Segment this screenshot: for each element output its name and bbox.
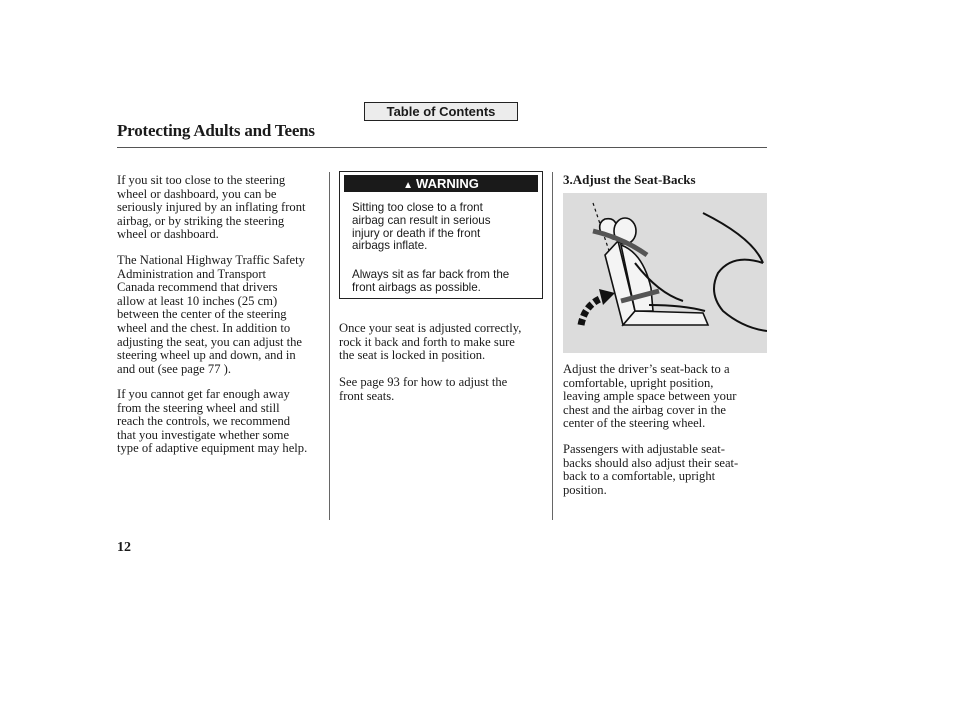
- section-title: 3.Adjust the Seat-Backs: [563, 172, 696, 187]
- warning-box: [339, 171, 543, 299]
- right-paragraph-2: Passengers with adjustable seat- backs should also adjust their seat- back to a comfortable, upright position.: [563, 442, 739, 497]
- middle-paragraph-1: Once your seat is adjusted correctly, rock it back and forth to make sure the seat is locked in position.: [339, 321, 522, 363]
- warning-text-2: Always sit as far back from the front airbags as possible.: [352, 268, 510, 294]
- column-divider-left: [329, 172, 330, 520]
- page-title: Protecting Adults and Teens: [117, 121, 315, 140]
- left-paragraph-3: If you cannot get far enough away from the steering wheel and still reach the controls, we recommend that you investigate whether some type of adaptive equipment may help.: [117, 387, 308, 456]
- middle-paragraph-2: See page 93 for how to adjust the front seats.: [339, 375, 508, 403]
- page-number: 12: [117, 540, 131, 555]
- left-paragraph-2: The National Highway Traffic Safety Administration and Transport Canada recommend that drivers allow at least 10 inches (25 cm) between the center of the steering wheel and the chest. In addition to adjusting the seat, you can adjust the steering wheel up and down, and in and out (see page 77 ).: [117, 253, 305, 376]
- warning-triangle-icon: ▲: [403, 180, 414, 191]
- left-paragraph-1: If you sit too close to the steering wheel or dashboard, you can be seriously injured by an inflating front airbag, or by striking the steering wheel or dashboard.: [117, 173, 306, 242]
- seat-illustration-svg: [563, 193, 767, 353]
- seat-back-illustration: [563, 193, 767, 353]
- warning-label: WARNING: [416, 176, 479, 191]
- table-of-contents-button[interactable]: Table of Contents: [364, 102, 518, 121]
- warning-text-1: Sitting too close to a front airbag can result in serious injury or death if the front airbags inflate.: [352, 201, 491, 253]
- title-divider: [117, 147, 767, 148]
- column-divider-right: [552, 172, 553, 520]
- warning-header: [344, 175, 538, 192]
- right-paragraph-1: Adjust the driver’s seat-back to a comfortable, upright position, leaving ample space between your chest and the airbag cover in the center of the steering wheel.: [563, 362, 737, 431]
